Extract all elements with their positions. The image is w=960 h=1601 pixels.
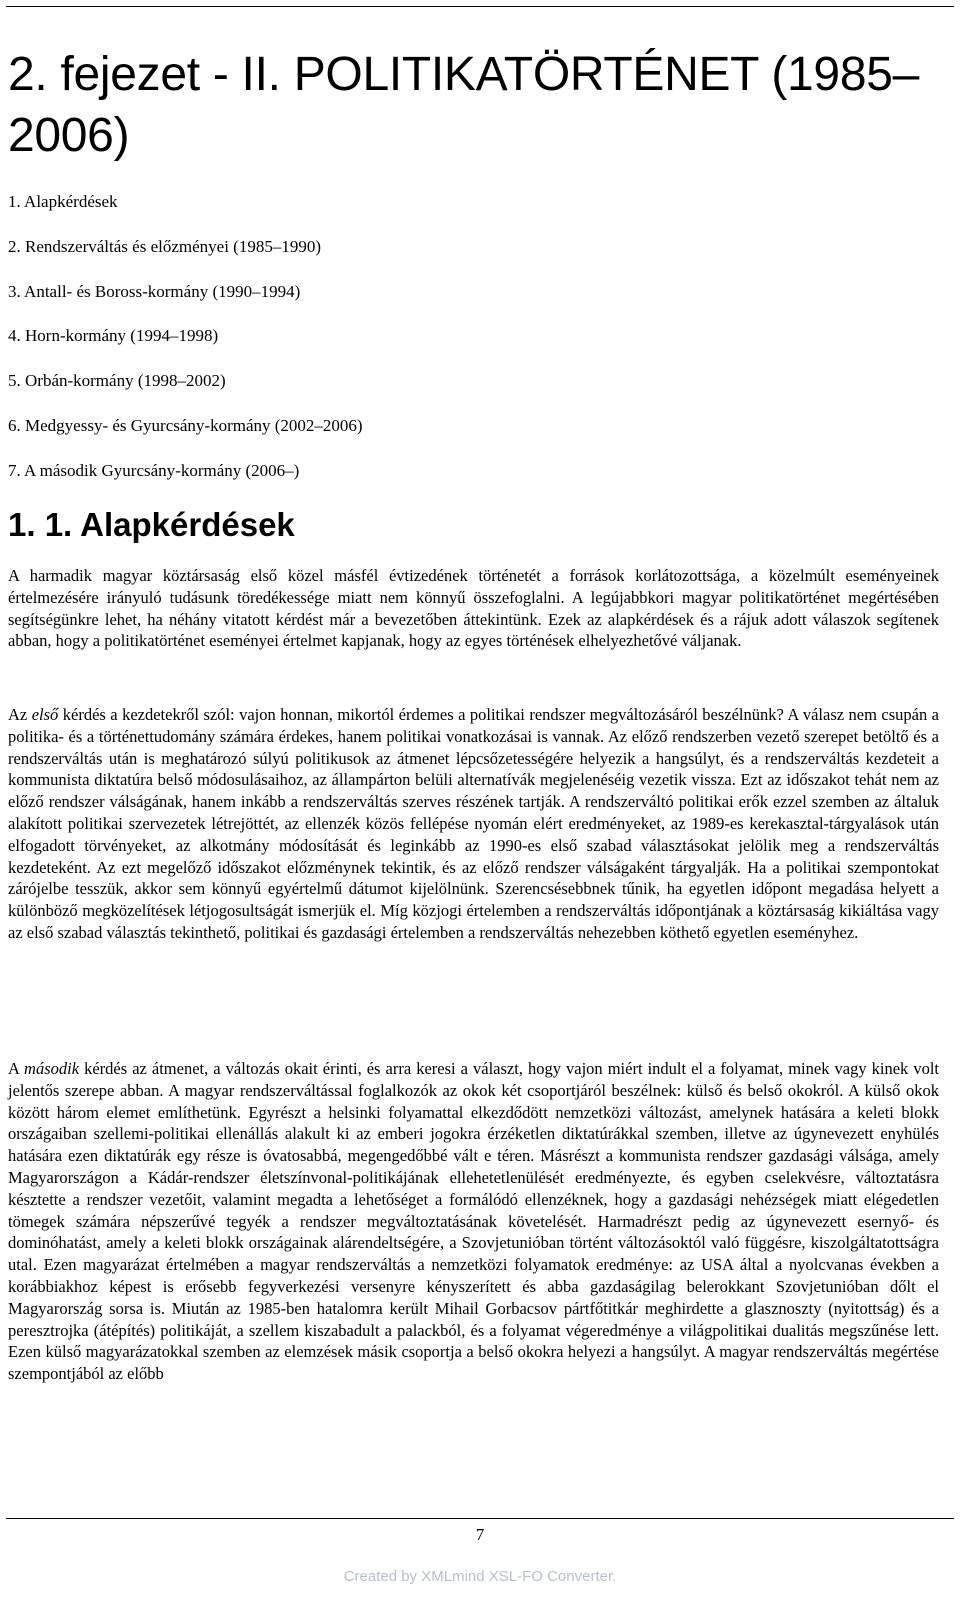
paragraph-text: A [8,1059,25,1078]
toc-item[interactable]: 4. Horn-kormány (1994–1998) [8,326,219,346]
paragraph-text: Az [8,705,32,724]
converter-watermark: Created by XMLmind XSL-FO Converter. [343,1568,617,1585]
paragraph-intro: A harmadik magyar köztársaság első közel másfél évtizedének történetét a források korlátozottsága, a közelmúlt eseményeinek értelmezésére irányuló tudásunk töredékessége miatt nem könnyű összefoglalni. A legújabbkori magyar politikatörténet megértésében segítségünkre lehet, ha néhány vitatott kérdést már a bevezetőben áttekintünk. Ezek az alapkérdések és a rájuk adott válaszok segítenek abban, hogy a politikatörténet eseményei értelmet kapjanak, hogy az egyes történések elhelyezhetővé váljanak. [8,566,939,651]
emphasis-second: második [24,1059,80,1078]
header-rule [6,6,954,7]
toc-item[interactable]: 5. Orbán-kormány (1998–2002) [8,371,226,391]
paragraph-text: kérdés a kezdetekről szól: vajon honnan, mikortól érdemes a politikai rendszer megváltozásáról beszélnünk? A válasz nem csupán a politika- és a történettudomány számára érdekes, hanem politikai vonatkozásai is vannak. Az előző rendszerben vezető szerepet betöltő és a rendszerváltás után is meghatározó súlyú politikusok az átmenet lépcsőzetességére helyezik a hangsúlyt, és a rendszerváltás kezdeteit a kommunista diktatúra belső módosulásaihoz, az állampárton belüli alternatívák megjelenéséig vezetik vissza. Ezt az időszakot tehát nem az előző rendszer válságának, hanem inkább a rendszerváltás szerves részének tartják. A rendszerváltó politikai erők ezzel szemben az általuk alakított politikai szervezetek létrejöttét, az ellenzék közös fellépése nyomán elért eredményeket, az 1989-es kerekasztal-tárgyalások után elfogadott törvényeket, az alkotmány módosítását és leginkább az 1990-es első szabad választásokat jelölik meg a rendszerváltás kezdeteként. Az ezt megelőző időszakot előzménynek tekintik, és az előző rendszer válságaként tárgyalják. Ha a politikai szempontokat zárójelbe tesszük, akkor sem könnyű egyértelmű dátumot kijelölnünk. Szerencsésebbnek tűnik, ha egyetlen időpont megadása helyett a különböző megközelítések létjogosultságát ismerjük el. Míg közjogi értelemben a rendszerváltás időpontjának a köztársaság kikiáltása vagy az első szabad választás tekinthető, politikai és gazdasági értelemben a rendszerváltás nehezebben köthető egyetlen eseményhez. [8,705,939,942]
toc-item[interactable]: 6. Medgyessy- és Gyurcsány-kormány (2002–2006) [8,415,363,435]
toc-item[interactable]: 1. Alapkérdések [8,192,118,211]
paragraph-first-question [8,704,939,944]
toc-item[interactable]: 3. Antall- és Boross-kormány (1990–1994) [8,281,301,301]
toc-item[interactable]: 7. A második Gyurcsány-kormány (2006–) [8,460,300,480]
section-title: 1. 1. Alapkérdések [8,506,295,543]
paragraph-second-question [8,1058,939,1385]
toc-item[interactable]: 2. Rendszerváltás és előzményei (1985–1990) [8,236,321,256]
chapter-title: 2. fejezet - II. POLITIKATÖRTÉNET (1985–2006) [8,48,920,162]
footer-rule [6,1518,954,1519]
paragraph-text: kérdés az átmenet, a változás okait érinti, és arra keresi a választ, hogy vajon miért indult el a folyamat, minek vagy kinek volt jelentős szerepe abban. A magyar rendszerváltással foglalkozók az okok két csoportjáról beszélnek: külső és belső okokról. A külső okok között három elemet említhetünk. Egyrészt a helsinki folyamattal elkezdődött nemzetközi változást, amelynek hatására a keleti blokk országaiban szellemi-politikai ellenállás alakult ki az emberi jogokra érzéketlen diktatúrákkal szemben, illetve az úgynevezett enyhülés hatására ezen diktatúrák egy része is óvatosabbá, megengedőbbé vált e téren. Másrészt a kommunista rendszer gazdasági válsága, amely Magyarországon a Kádár-rendszer életszínvonal-politikájának ellehetetlenülését eredményezte, és egyben cselekvésre, változtatásra késztette a rendszer vezetőit, valamint megadta a lehetőséget a formálódó ellenzéknek, hogy a gazdasági nehézségek miatt elégedetlen tömegek számára népszerűvé tegyék a rendszer megváltoztatásának követelését. Harmadrészt pedig az úgynevezett esernyő- és dominóhatást, amely a keleti blokk országainak alárendeltségére, a Szovjetunióban történt változásoktól való függésre, kiszolgáltatottságra utal. Ezen magyarázat értelmében a magyar rendszerváltás a nemzetközi folyamatok eredménye: az USA által a nyolcvanas években a korábbiakhoz képest is erősebb fegyverkezési versenyre kényszerített és abba gazdaságilag belerokkant Szovjetunióban dőlt el Magyarország sorsa is. Miután az 1985-ben hatalomra került Mihail Gorbacsov pártfőtitkár meghirdette a glasznoszty (nyitottság) és a peresztrojka (átépítés) politikáját, a szellem kiszabadult a palackból, és a folyamat végeredménye a világpolitikai dualitás megszűnése lett. Ezen külső magyarázatokkal szemben az elemzések másik csoportja a belső okokra helyezi a hangsúlyt. A magyar rendszerváltás megértése szempontjából az előbb [8,1059,939,1384]
page-number: 7 [475,1525,485,1544]
emphasis-first: első [31,705,59,724]
table-of-contents [8,190,363,504]
